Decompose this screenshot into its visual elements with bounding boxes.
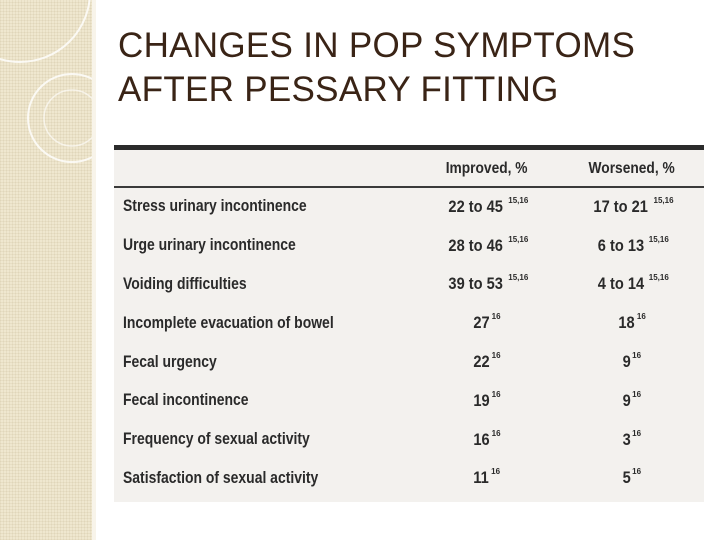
cell-improved: [414, 381, 559, 420]
row-label: [114, 459, 414, 498]
cell-worsened-reference: 16: [632, 428, 642, 438]
table-row: [114, 420, 704, 459]
cell-improved-reference: 16: [491, 351, 501, 361]
cell-improved-value: 22 to 45: [448, 196, 503, 216]
cell-improved-reference: 15,16: [508, 273, 529, 283]
row-label: [114, 303, 414, 342]
cell-worsened-reference: 16: [636, 312, 646, 322]
cell-worsened-reference: 16: [632, 467, 642, 477]
table-row: [114, 459, 704, 498]
cell-worsened-value: 4 to 14: [597, 274, 645, 294]
cell-worsened-reference: 16: [632, 351, 642, 361]
decorative-side-panel: [0, 0, 92, 540]
slide-title: [118, 24, 708, 112]
cell-worsened: [559, 420, 704, 459]
table-row: [114, 265, 704, 304]
row-label-text: Fecal urgency: [123, 351, 217, 371]
slide-title-line-1: CHANGES IN POP SYMPTOMS: [118, 26, 636, 65]
row-label-text: Stress urinary incontinence: [123, 196, 307, 216]
side-panel-edge: [92, 0, 96, 540]
cell-worsened: [559, 459, 704, 498]
cell-improved-reference: 16: [491, 389, 501, 399]
table-row: [114, 187, 704, 226]
table-row: [114, 342, 704, 381]
cell-worsened: [559, 342, 704, 381]
header-label: [135, 150, 393, 187]
cell-worsened-reference: 16: [632, 389, 642, 399]
cell-worsened-reference: 15,16: [648, 234, 669, 244]
row-label: [114, 265, 414, 304]
row-label: [114, 342, 414, 381]
cell-improved-value: 28 to 46: [448, 235, 503, 255]
cell-worsened-value: 9: [622, 390, 631, 410]
cell-worsened-value: 17 to 21: [593, 196, 649, 216]
table-header-row: [114, 150, 704, 187]
cell-worsened-value: 18: [618, 313, 635, 333]
cell-improved-reference: 15,16: [508, 195, 529, 205]
row-label-text: Satisfaction of sexual activity: [123, 467, 319, 487]
cell-improved: [414, 420, 559, 459]
cell-improved: [414, 226, 559, 265]
data-table: [114, 150, 704, 497]
cell-worsened: [559, 226, 704, 265]
header-worsened: Worsened, %: [588, 159, 675, 177]
cell-improved-value: 22: [473, 352, 490, 372]
cell-improved-reference: 15,16: [508, 234, 529, 244]
cell-worsened-value: 3: [622, 429, 631, 449]
cell-improved-value: 16: [473, 429, 490, 449]
cell-improved-value: 39 to 53: [448, 274, 503, 294]
cell-worsened-value: 6 to 13: [597, 235, 645, 255]
cell-improved-reference: 16: [491, 428, 501, 438]
slide-title-line-2: AFTER PESSARY FITTING: [118, 70, 559, 109]
row-label-text: Urge urinary incontinence: [123, 235, 296, 255]
cell-worsened-value: 5: [622, 468, 631, 488]
cell-improved-reference: 16: [491, 467, 501, 477]
cell-improved-value: 11: [473, 468, 489, 488]
symptom-changes-table: [114, 145, 704, 502]
row-label-text: Fecal incontinence: [123, 390, 249, 410]
cell-improved-reference: 16: [491, 312, 501, 322]
cell-worsened-reference: 15,16: [648, 273, 669, 283]
table-row: [114, 303, 704, 342]
row-label: [114, 187, 414, 226]
table-row: [114, 381, 704, 420]
cell-improved: [414, 459, 559, 498]
cell-improved: [414, 187, 559, 226]
cell-improved: [414, 303, 559, 342]
cell-worsened: [559, 265, 704, 304]
cell-worsened-value: 9: [622, 352, 631, 372]
row-label-text: Voiding difficulties: [123, 273, 247, 293]
header-improved: Improved, %: [445, 159, 528, 177]
cell-worsened: [559, 187, 704, 226]
row-label: [114, 381, 414, 420]
cell-improved: [414, 342, 559, 381]
cell-improved: [414, 265, 559, 304]
cell-improved-value: 27: [473, 313, 490, 333]
table-row: [114, 226, 704, 265]
row-label-text: Frequency of sexual activity: [123, 429, 310, 449]
cell-worsened-reference: 15,16: [653, 195, 674, 205]
row-label: [114, 420, 414, 459]
cell-worsened: [559, 303, 704, 342]
cell-improved-value: 19: [473, 390, 490, 410]
row-label: [114, 226, 414, 265]
row-label-text: Incomplete evacuation of bowel: [123, 312, 334, 332]
cell-worsened: [559, 381, 704, 420]
decorative-circles: [0, 0, 92, 540]
